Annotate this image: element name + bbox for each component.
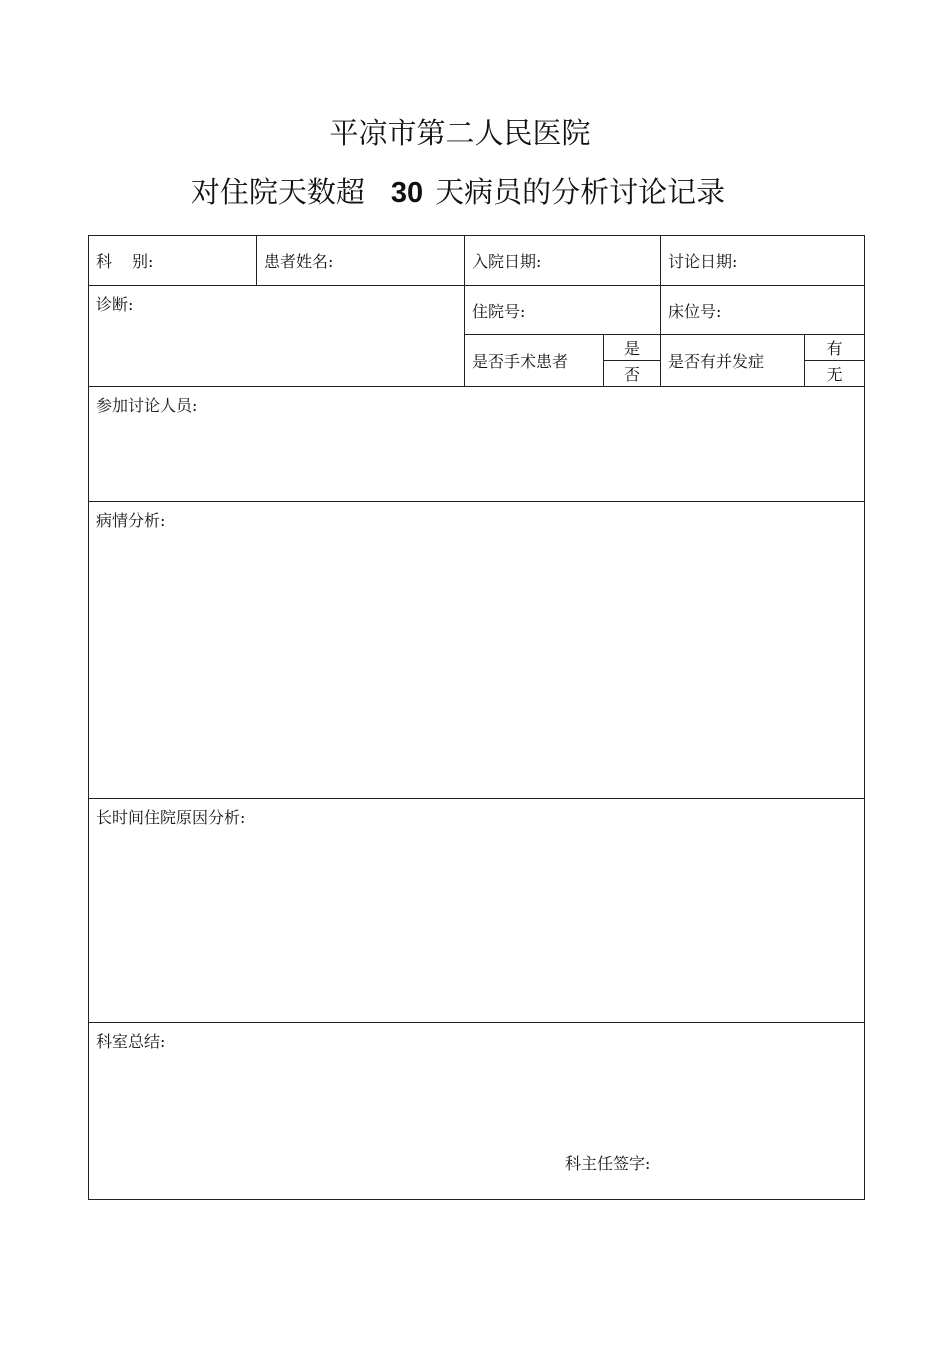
complication-label-cell [661, 335, 805, 387]
long-stay-analysis-field[interactable] [89, 799, 865, 1023]
department-label-2: 别: [132, 252, 154, 271]
condition-analysis-label: 病情分析: [96, 511, 166, 530]
bed-no-label: 床位号: [668, 301, 722, 321]
inpatient-no-field[interactable] [465, 286, 661, 335]
diagnosis-label: 诊断: [96, 295, 134, 314]
long-stay-analysis-label: 长时间住院原因分析: [96, 808, 246, 827]
patient-name-field[interactable] [257, 236, 465, 286]
participants-field[interactable] [89, 387, 865, 502]
director-signature-label: 科主任签字: [565, 1154, 651, 1173]
hospital-title: 平凉市第二人民医院 [329, 116, 591, 150]
discussion-date-field[interactable] [661, 236, 865, 286]
department-summary-field[interactable] [89, 1023, 865, 1200]
department-field[interactable] [89, 236, 257, 286]
surgery-no-option[interactable]: 否 [604, 361, 661, 387]
surgery-label-cell [465, 335, 604, 387]
department-summary-label: 科室总结: [96, 1032, 166, 1051]
admission-date-field[interactable] [465, 236, 661, 286]
patient-name-label: 患者姓名: [264, 252, 334, 271]
inpatient-no-label: 住院号: [472, 301, 526, 321]
complication-no-option[interactable]: 无 [805, 361, 865, 387]
participants-label: 参加讨论人员: [96, 396, 198, 415]
surgery-yes-option[interactable]: 是 [604, 335, 661, 361]
admission-date-label: 入院日期: [472, 252, 542, 271]
form-title-suffix: 天病员的分析讨论记录 [435, 175, 726, 209]
bed-no-field[interactable] [661, 286, 865, 335]
surgery-label: 是否手术患者 [472, 352, 569, 371]
department-label: 科 [96, 252, 113, 271]
complication-label: 是否有并发症 [668, 352, 765, 371]
form-title [0, 172, 916, 213]
form-title-prefix: 对住院天数超 [190, 175, 365, 209]
complication-yes-option[interactable]: 有 [805, 335, 865, 361]
condition-analysis-field[interactable] [89, 502, 865, 799]
discussion-date-label: 讨论日期: [668, 252, 738, 271]
discussion-record-form [88, 235, 865, 1200]
form-title-number: 30 [390, 177, 424, 209]
diagnosis-field[interactable] [89, 286, 465, 387]
